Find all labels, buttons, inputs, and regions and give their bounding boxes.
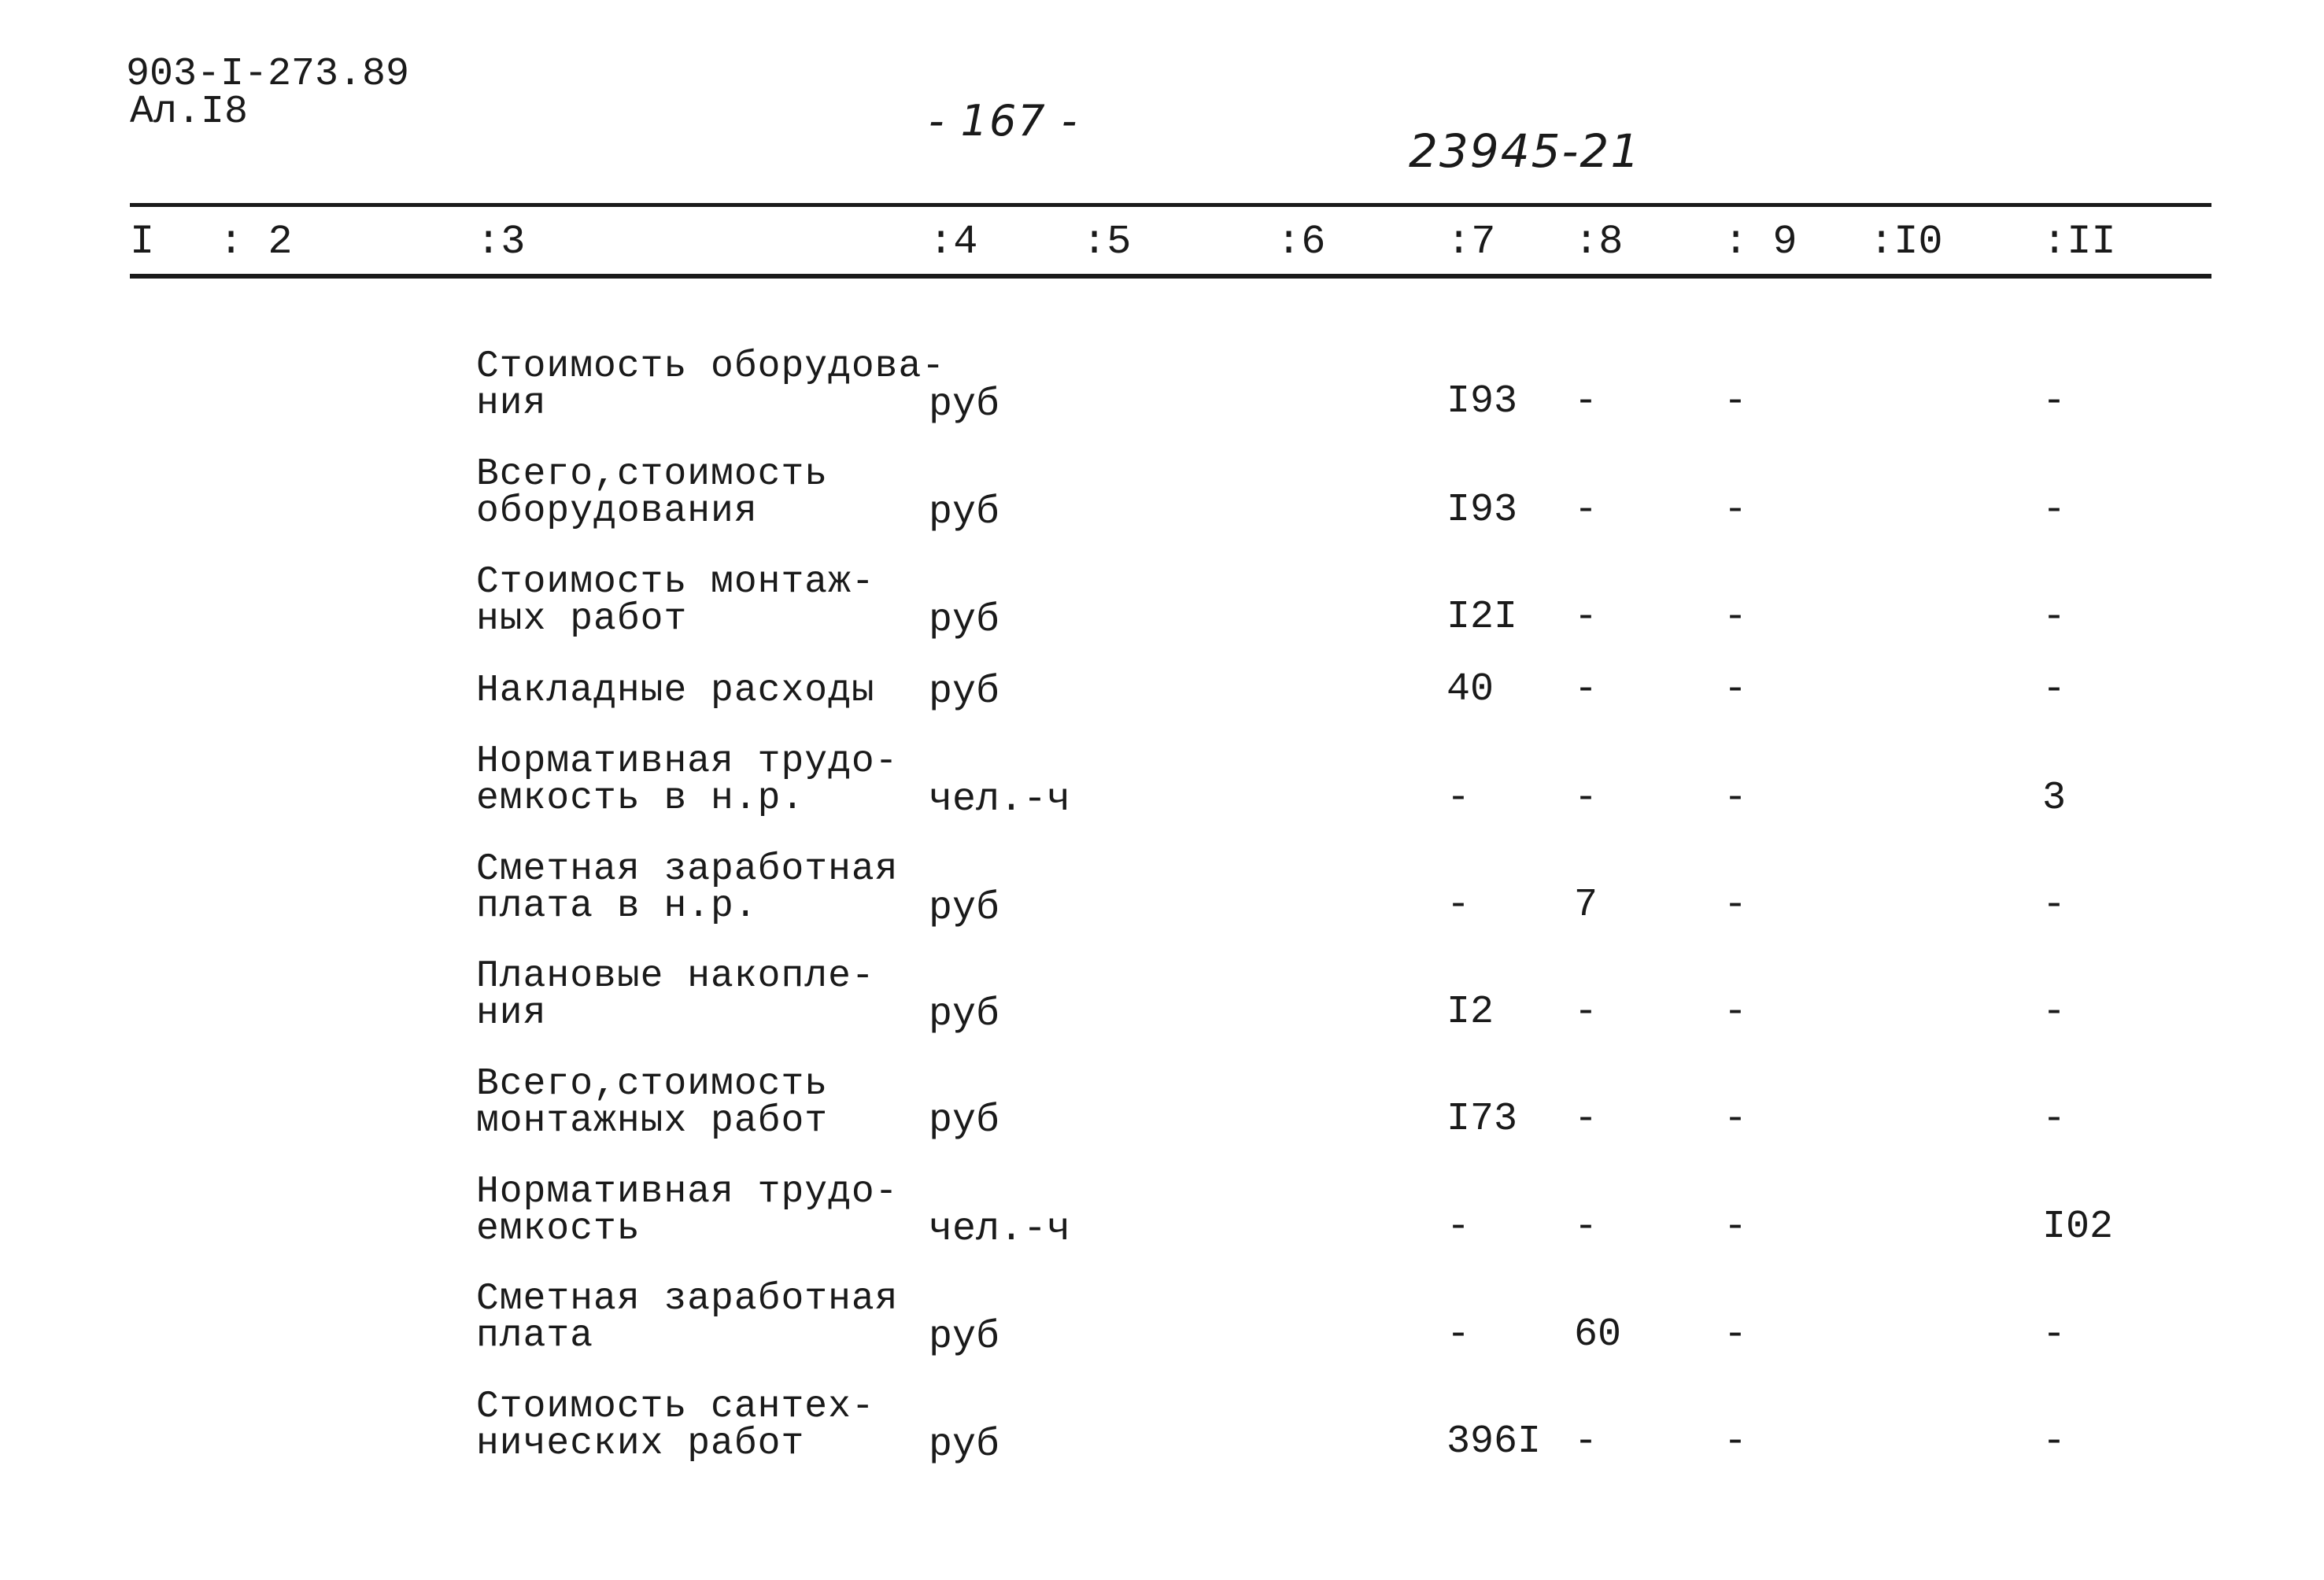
row-col7: - <box>1446 1205 1471 1250</box>
row-name: Стоимость оборудова- ния <box>476 345 946 425</box>
row-unit: руб <box>929 1098 1000 1143</box>
inventory-number: 23945-21 <box>1409 124 1642 178</box>
row-name: Плановые накопле- ния <box>476 955 875 1035</box>
row-col11: - <box>2042 883 2067 928</box>
row-col7: 40 <box>1446 667 1495 712</box>
row-col8: 60 <box>1574 1312 1622 1357</box>
row-unit: руб <box>929 1423 1000 1467</box>
page-number: - 167 - <box>929 96 1079 146</box>
row-col11: I02 <box>2042 1205 2114 1250</box>
album-number: Ал.I8 <box>130 90 249 135</box>
column-header-11: :II <box>2042 219 2116 265</box>
column-header-10: :I0 <box>1869 219 1943 265</box>
row-col7: - <box>1446 776 1471 821</box>
row-col8: - <box>1574 1097 1598 1142</box>
row-col11: - <box>2042 488 2067 533</box>
header-top-rule <box>130 203 2211 207</box>
row-col11: - <box>2042 1419 2067 1464</box>
row-col7: - <box>1446 883 1471 928</box>
row-col11: - <box>2042 379 2067 424</box>
row-col8: - <box>1574 990 1598 1035</box>
row-col7: 396I <box>1446 1419 1542 1464</box>
row-col7: I93 <box>1446 488 1518 533</box>
row-col11: - <box>2042 990 2067 1035</box>
row-unit: чел.-ч <box>929 777 1071 822</box>
row-col8: - <box>1574 1205 1598 1250</box>
row-name: Стоимость монтаж- ных работ <box>476 561 875 640</box>
column-header-6: :6 <box>1277 219 1326 265</box>
row-col9: - <box>1724 379 1748 424</box>
row-col7: I93 <box>1446 379 1518 424</box>
column-header-3: :3 <box>476 219 526 265</box>
row-name: Нормативная трудо- емкость в н.р. <box>476 740 899 820</box>
row-col8: - <box>1574 488 1598 533</box>
row-name: Сметная заработная плата <box>476 1278 899 1357</box>
row-col9: - <box>1724 488 1748 533</box>
row-name: Нормативная трудо- емкость <box>476 1171 899 1250</box>
row-col9: - <box>1724 1097 1748 1142</box>
row-col11: - <box>2042 595 2067 640</box>
row-unit: руб <box>929 670 1000 714</box>
column-header-9: : 9 <box>1724 219 1797 265</box>
row-col8: - <box>1574 667 1598 712</box>
row-col9: - <box>1724 883 1748 928</box>
row-unit: руб <box>929 992 1000 1037</box>
row-unit: руб <box>929 1315 1000 1360</box>
row-col9: - <box>1724 1312 1748 1357</box>
row-col9: - <box>1724 595 1748 640</box>
row-col9: - <box>1724 990 1748 1035</box>
row-unit: руб <box>929 598 1000 643</box>
row-name: Всего,стоимость оборудования <box>476 453 829 533</box>
row-unit: руб <box>929 886 1000 931</box>
header-bottom-rule <box>130 274 2211 279</box>
column-header-1: I <box>130 219 155 265</box>
row-col7: - <box>1446 1312 1471 1357</box>
row-col7: I73 <box>1446 1097 1518 1142</box>
row-name: Накладные расходы <box>476 670 875 712</box>
row-col11: - <box>2042 667 2067 712</box>
column-header-4: :4 <box>929 219 978 265</box>
row-unit: руб <box>929 490 1000 535</box>
row-col9: - <box>1724 776 1748 821</box>
column-header-7: :7 <box>1446 219 1496 265</box>
row-col7: I2I <box>1446 595 1518 640</box>
row-col9: - <box>1724 1419 1748 1464</box>
row-col7: I2 <box>1446 990 1495 1035</box>
row-col8: - <box>1574 776 1598 821</box>
row-col11: 3 <box>2042 776 2067 821</box>
row-unit: руб <box>929 382 1000 427</box>
row-col8: 7 <box>1574 883 1598 928</box>
row-col8: - <box>1574 1419 1598 1464</box>
column-header-8: :8 <box>1574 219 1624 265</box>
row-name: Сметная заработная плата в н.р. <box>476 848 899 928</box>
column-header-2: : 2 <box>219 219 293 265</box>
row-col8: - <box>1574 379 1598 424</box>
row-name: Стоимость сантех- нических работ <box>476 1386 875 1465</box>
row-col11: - <box>2042 1312 2067 1357</box>
row-col8: - <box>1574 595 1598 640</box>
column-header-5: :5 <box>1082 219 1132 265</box>
row-col11: - <box>2042 1097 2067 1142</box>
row-unit: чел.-ч <box>929 1207 1071 1252</box>
row-col9: - <box>1724 667 1748 712</box>
row-name: Всего,стоимость монтажных работ <box>476 1063 829 1143</box>
row-col9: - <box>1724 1205 1748 1250</box>
project-code: 903-I-273.89 <box>126 52 410 97</box>
